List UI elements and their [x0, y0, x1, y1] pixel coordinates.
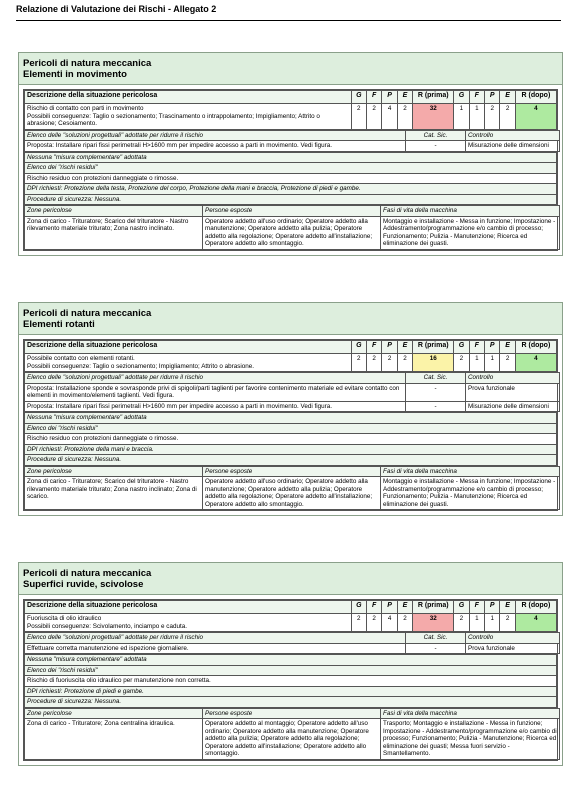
risk-table: [24, 600, 557, 632]
column-header-g-prima: G: [351, 341, 366, 354]
solution-cat-sic: -: [406, 643, 466, 654]
risk-after-value: 4: [515, 104, 556, 130]
exposure-table: [24, 205, 560, 250]
column-header-e-prima: E: [397, 601, 412, 614]
solutions-header: Elenco delle "soluzioni progettuali" adottate per ridurre il rischio: [25, 130, 406, 141]
solution-row: [25, 383, 560, 401]
hazard-section: [18, 562, 563, 766]
score-e-dopo: 2: [500, 614, 515, 632]
document-title: Relazione di Valutazione dei Rischi - Allegato 2: [16, 4, 217, 14]
column-header-e-prima: E: [397, 91, 412, 104]
column-header-f-prima: F: [366, 341, 381, 354]
controllo-header: Controllo: [466, 130, 560, 141]
score-g-dopo: 2: [454, 614, 469, 632]
section-subcategory: Elementi rotanti: [23, 319, 95, 330]
column-header-r-prima: R (prima): [413, 601, 454, 614]
misure-label: Nessuna "misura complementare" adottata: [25, 413, 557, 424]
solutions-table: [24, 632, 560, 654]
risk-after-value: 4: [515, 354, 556, 372]
section-category: Pericoli di natura meccanica: [23, 308, 152, 319]
column-header-g-prima: G: [351, 601, 366, 614]
residual-table: [24, 654, 557, 708]
section-subcategory: Superfici ruvide, scivolose: [23, 579, 144, 590]
solution-cat-sic: -: [406, 401, 466, 412]
column-header-r-dopo: R (dopo): [515, 341, 556, 354]
residuo-text: Rischio residuo con protezioni danneggiate o rimosse.: [25, 434, 557, 445]
hazard-section: [18, 302, 563, 516]
column-header-f-prima: F: [366, 601, 381, 614]
score-p-prima: 4: [382, 614, 397, 632]
score-e-prima: 2: [397, 104, 412, 130]
residuo-text: Rischio di fuoriuscita olio idraulico per manutenzione non corretta.: [25, 676, 557, 687]
column-header-r-prima: R (prima): [413, 341, 454, 354]
solutions-header: Elenco delle "soluzioni progettuali" adottate per ridurre il rischio: [25, 373, 406, 384]
score-p-prima: 2: [382, 354, 397, 372]
solutions-table: [24, 372, 560, 412]
column-header-g-dopo: G: [454, 91, 469, 104]
residui-label: Elenco dei "rischi residui": [25, 163, 557, 174]
hazard-section: [18, 52, 563, 256]
score-e-prima: 2: [397, 354, 412, 372]
solution-cat-sic: -: [406, 141, 466, 152]
column-header-descrizione: Descrizione della situazione pericolosa: [25, 91, 352, 104]
residui-label: Elenco dei "rischi residui": [25, 665, 557, 676]
fasi-header: Fasi di vita della macchina: [381, 466, 560, 477]
dpi-text: DPI richiesti: Protezione di piedi e gambe.: [25, 686, 557, 697]
score-g-dopo: 2: [454, 354, 469, 372]
fasi-text: Montaggio e installazione - Messa in funzione; Impostazione - Addestramento/programmazione e/o cambio di processo; Funzionamento; Pulizia - Manutenzione; Ricerca ed eliminazione dei guasti.: [381, 477, 560, 510]
solutions-table: [24, 130, 560, 152]
situazione-text: Fuoriuscita di olio idraulico Possibili conseguenze: Scivolamento, inciampo e caduta.: [25, 614, 352, 632]
solution-text: Proposta: Installare ripari fissi perimetrali H>1600 mm per impedire accesso a parti in movimento. Vedi figura.: [25, 141, 406, 152]
zone-header: Zone pericolose: [25, 466, 203, 477]
cat-sic-header: Cat. Sic.: [406, 633, 466, 644]
score-f-prima: 2: [366, 354, 381, 372]
section-subcategory: Elementi in movimento: [23, 69, 127, 80]
cat-sic-header: Cat. Sic.: [406, 130, 466, 141]
solution-controllo: Misurazione delle dimensioni: [466, 401, 560, 412]
risk-table: [24, 90, 557, 130]
score-g-dopo: 1: [454, 104, 469, 130]
score-e-prima: 2: [397, 614, 412, 632]
controllo-header: Controllo: [466, 373, 560, 384]
dpi-text: DPI richiesti: Protezione della mani e braccia.: [25, 444, 557, 455]
risk-after-value: 4: [515, 614, 556, 632]
column-header-g-prima: G: [351, 91, 366, 104]
section-heading: [19, 563, 562, 595]
solution-row: [25, 401, 560, 412]
exposure-table: [24, 708, 560, 760]
solution-text: Proposta: Installare ripari fissi perimetrali H>1600 mm per impedire accesso a parti in movimento. Vedi figura.: [25, 401, 406, 412]
risk-before-value: 32: [413, 614, 454, 632]
score-g-prima: 2: [351, 104, 366, 130]
column-header-p-dopo: P: [485, 601, 500, 614]
hazard-table-wrapper: [23, 339, 558, 511]
column-header-f-dopo: F: [469, 601, 484, 614]
score-e-dopo: 2: [500, 104, 515, 130]
column-header-f-dopo: F: [469, 341, 484, 354]
column-header-r-prima: R (prima): [413, 91, 454, 104]
solution-row: [25, 141, 560, 152]
score-f-prima: 2: [366, 104, 381, 130]
cat-sic-header: Cat. Sic.: [406, 373, 466, 384]
score-e-dopo: 2: [500, 354, 515, 372]
fasi-text: Trasporto; Montaggio e installazione - Messa in funzione; Impostazione - Addestramento/programmazione e/o cambio di processo; Funzionamento; Pulizia - Manutenzione; Ricerca ed eliminazione dei guasti; Messa fuori servizio - Smantellamento.: [381, 719, 560, 760]
score-g-prima: 2: [351, 614, 366, 632]
hazard-table-wrapper: [23, 599, 558, 761]
column-header-g-dopo: G: [454, 341, 469, 354]
persone-text: Operatore addetto al montaggio; Operatore addetto all'uso ordinario; Operatore addetto alla manutenzione; Operatore addetto alla pulizia; Operatore addetto alla regolazione; Operatore addetto all'installazione; Operatore addetto allo smontaggio.: [203, 719, 381, 760]
situazione-text: Possibile contatto con elementi rotanti. Possibili conseguenze: Taglio o sezionamento; Impigliamento; Attrito o abrasione.: [25, 354, 352, 372]
score-p-prima: 4: [382, 104, 397, 130]
section-category: Pericoli di natura meccanica: [23, 58, 152, 69]
column-header-f-prima: F: [366, 91, 381, 104]
score-p-dopo: 1: [485, 614, 500, 632]
zone-header: Zone pericolose: [25, 206, 203, 217]
residual-table: [24, 152, 557, 206]
score-f-prima: 2: [366, 614, 381, 632]
situazione-text: Rischio di contatto con parti in movimento Possibili conseguenze: Taglio o sezionamento; Trascinamento o intrappolamento; Impigliamento; Attrito o abrasione; Cesoiamento.: [25, 104, 352, 130]
score-p-dopo: 1: [485, 354, 500, 372]
solution-row: [25, 643, 560, 654]
score-f-dopo: 1: [469, 614, 484, 632]
column-header-p-prima: P: [382, 341, 397, 354]
column-header-r-dopo: R (dopo): [515, 601, 556, 614]
score-f-dopo: 1: [469, 104, 484, 130]
column-header-g-dopo: G: [454, 601, 469, 614]
solution-controllo: Prova funzionale: [466, 383, 560, 401]
column-header-r-dopo: R (dopo): [515, 91, 556, 104]
risk-before-value: 16: [413, 354, 454, 372]
hazard-table-wrapper: [23, 89, 558, 251]
residual-table: [24, 412, 557, 466]
residuo-text: Rischio residuo con protezioni danneggiate o rimosse.: [25, 173, 557, 184]
exposure-table: [24, 466, 560, 511]
column-header-f-dopo: F: [469, 91, 484, 104]
column-header-p-prima: P: [382, 91, 397, 104]
controllo-header: Controllo: [466, 633, 560, 644]
score-p-dopo: 2: [485, 104, 500, 130]
risk-before-value: 32: [413, 104, 454, 130]
fasi-header: Fasi di vita della macchina: [381, 206, 560, 217]
score-g-prima: 2: [351, 354, 366, 372]
risk-table: [24, 340, 557, 372]
procedure-text: Procedure di sicurezza: Nessuna.: [25, 697, 557, 708]
section-heading: [19, 53, 562, 85]
column-header-p-prima: P: [382, 601, 397, 614]
section-heading: [19, 303, 562, 335]
column-header-descrizione: Descrizione della situazione pericolosa: [25, 601, 352, 614]
column-header-e-dopo: E: [500, 341, 515, 354]
zone-text: Zona di carico - Trituratore; Scarico del trituratore - Nastro rilevamento materiale triturato; Zona nastro inclinato.: [25, 216, 203, 249]
section-category: Pericoli di natura meccanica: [23, 568, 152, 579]
solution-cat-sic: -: [406, 383, 466, 401]
persone-header: Persone esposte: [203, 708, 381, 719]
solution-text: Effettuare corretta manutenzione ed ispezione giornaliere.: [25, 643, 406, 654]
column-header-p-dopo: P: [485, 341, 500, 354]
score-f-dopo: 1: [469, 354, 484, 372]
solution-text: Proposta: Installazione sponde e sovrasponde privi di spigoli/parti taglienti per favorire contenimento materiale ed evitare contatto con elementi in movimento/elementi taglienti. Vedi figura.: [25, 383, 406, 401]
zone-text: Zona di carico - Trituratore; Scarico del trituratore - Nastro rilevamento materiale triturato; Zona nastro inclinato; Zona di scarico.: [25, 477, 203, 510]
misure-label: Nessuna "misura complementare" adottata: [25, 152, 557, 163]
column-header-p-dopo: P: [485, 91, 500, 104]
column-header-e-prima: E: [397, 341, 412, 354]
solution-controllo: Prova funzionale: [466, 643, 560, 654]
column-header-e-dopo: E: [500, 91, 515, 104]
procedure-text: Procedure di sicurezza: Nessuna.: [25, 194, 557, 205]
zone-text: Zona di carico - Trituratore; Zona centralina idraulica.: [25, 719, 203, 760]
zone-header: Zone pericolose: [25, 708, 203, 719]
persone-header: Persone esposte: [203, 206, 381, 217]
persone-text: Operatore addetto all'uso ordinario; Operatore addetto alla manutenzione; Operatore addetto alla pulizia; Operatore addetto alla regolazione; Operatore addetto all'installazione; Operatore addetto allo smontaggio.: [203, 216, 381, 249]
solutions-header: Elenco delle "soluzioni progettuali" adottate per ridurre il rischio: [25, 633, 406, 644]
persone-header: Persone esposte: [203, 466, 381, 477]
procedure-text: Procedure di sicurezza: Nessuna.: [25, 455, 557, 466]
dpi-text: DPI richiesti: Protezione della testa, Protezione del corpo, Protezione della mani e braccia, Protezione di piedi e gambe.: [25, 184, 557, 195]
column-header-descrizione: Descrizione della situazione pericolosa: [25, 341, 352, 354]
misure-label: Nessuna "misura complementare" adottata: [25, 655, 557, 666]
fasi-text: Montaggio e installazione - Messa in funzione; Impostazione - Addestramento/programmazione e/o cambio di processo; Funzionamento; Pulizia - Manutenzione; Ricerca ed eliminazione dei guasti.: [381, 216, 560, 249]
title-divider: [16, 20, 561, 21]
residui-label: Elenco dei "rischi residui": [25, 423, 557, 434]
persone-text: Operatore addetto all'uso ordinario; Operatore addetto alla manutenzione; Operatore addetto alla pulizia; Operatore addetto alla regolazione; Operatore addetto all'installazione; Operatore addetto allo smontaggio.: [203, 477, 381, 510]
column-header-e-dopo: E: [500, 601, 515, 614]
fasi-header: Fasi di vita della macchina: [381, 708, 560, 719]
solution-controllo: Misurazione delle dimensioni: [466, 141, 560, 152]
